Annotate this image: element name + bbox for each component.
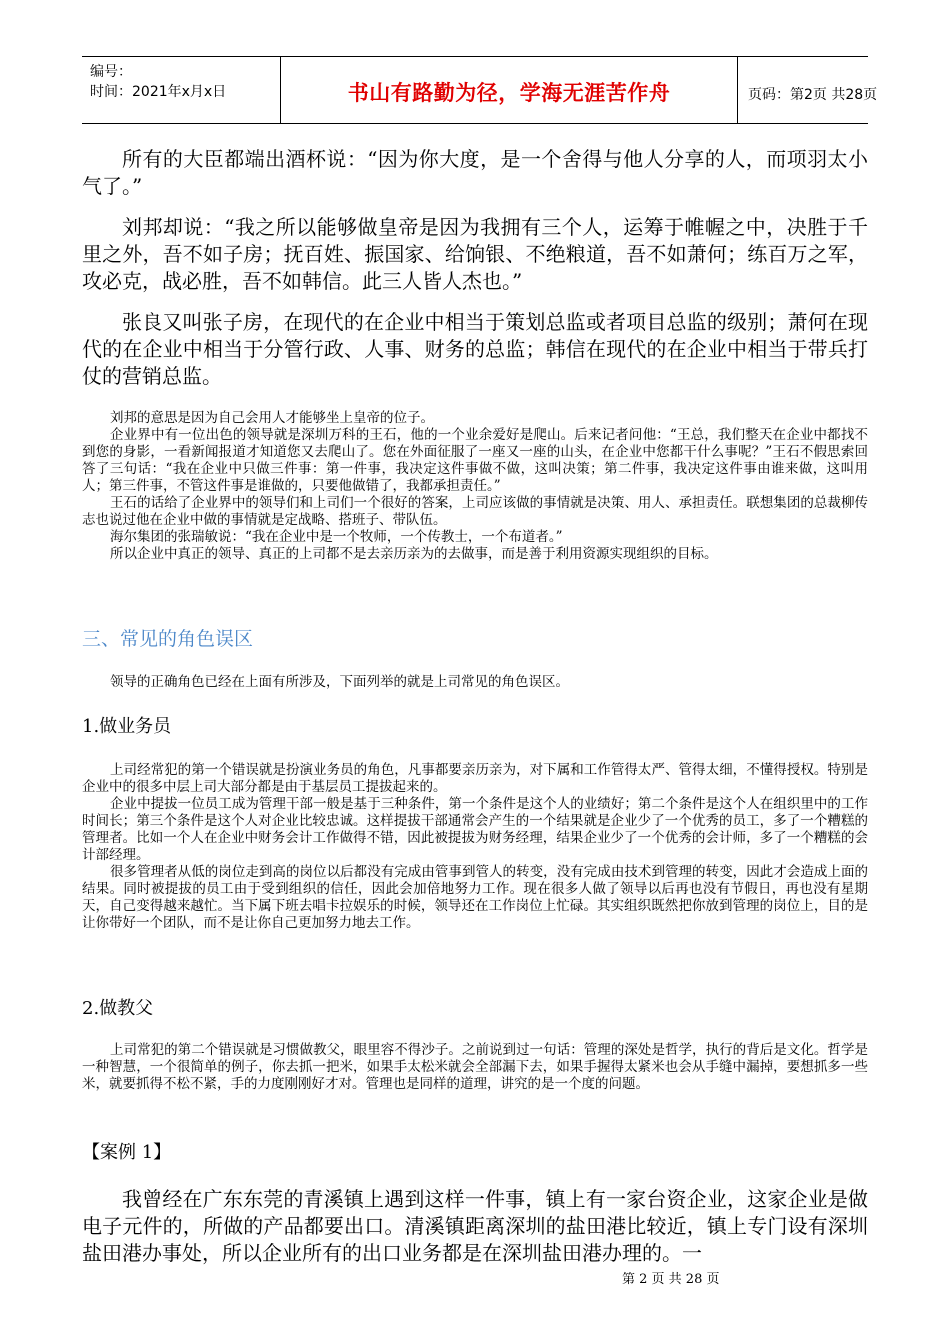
subsection-heading-1: 1.做业务员 bbox=[82, 716, 172, 737]
body-block-a bbox=[82, 146, 868, 390]
header-page-cell bbox=[738, 57, 878, 123]
date-label: 时间：2021年x月x日 bbox=[90, 84, 227, 100]
paragraph: 我曾经在广东东莞的青溪镇上遇到这样一件事，镇上有一家台资企业，这家企业是做电子元件的，所做的产品都要出口。清溪镇距离深圳的盐田港比较近，镇上专门设有深圳盐田港办事处，所以企业所有的出口业务都是在深圳盐田港办理的。一 bbox=[82, 1187, 868, 1265]
header-motto: 书山有路勤为径，学海无涯苦作舟 bbox=[347, 81, 671, 105]
section-heading: 三、常见的角色误区 bbox=[82, 628, 254, 650]
paragraph: 很多管理者从低的岗位走到高的岗位以后都没有完成由管事到管人的转变，没有完成由技术到管理的转变，因此才会造成上面的结果。同时被提拔的员工由于受到组织的信任，因此会加倍地努力工作。现在很多人做了领导以后再也没有节假日，再也没有星期天，自己变得越来越忙。当下属下班去唱卡拉娱乐的时候，领导还在工作岗位上忙碌。其实组织既然把你放到管理的岗位上，目的是让你带好一个团队，而不是让你自己更加努力地去工作。 bbox=[82, 864, 868, 931]
paragraph: 企业界中有一位出色的领导就是深圳万科的王石，他的一个业余爱好是爬山。后来记者问他：“王总，我们整天在企业中都找不到您的身影，一看新闻报道才知道您又去爬山了。您在外面征服了一座又一座的山头，在企业中您都干什么事呢？”王石不假思索回答了三句话：“我在企业中只做三件事：第一件事，我决定这件事做不做，这叫决策；第二件事，我决定这件事由谁来做，这叫用人；第三件事，不管这件事是谁做的，只要他做错了，我都承担责任。” bbox=[82, 427, 868, 494]
paragraph: 领导的正确角色已经在上面有所涉及，下面列举的就是上司常见的角色误区。 bbox=[110, 674, 569, 690]
body-block-b bbox=[82, 410, 868, 563]
header-motto-cell bbox=[280, 57, 738, 123]
paragraph: 企业中提拔一位员工成为管理干部一般是基于三种条件，第一个条件是这个人的业绩好；第二个条件是这个人在组织里中的工作时间长；第三个条件是这个人对企业比较忠诚。这样提拔干部通常会产生的一个结果就是企业少了一个优秀的员工，多了一个糟糕的管理者。比如一个人在企业中财务会计工作做得不错，因此被提拔为财务经理，结果企业少了一个优秀的会计师，多了一个糟糕的会计部经理。 bbox=[82, 796, 868, 863]
page-footer: 第 2 页 共 28 页 bbox=[622, 1272, 720, 1287]
subsection-1-body bbox=[82, 762, 868, 932]
paragraph: 所以企业中真正的领导、真正的上司都不是去亲历亲为的去做事，而是善于利用资源实现组织的目标。 bbox=[110, 546, 718, 562]
section-intro bbox=[82, 674, 868, 691]
subsection-heading-2: 2.做教父 bbox=[82, 998, 154, 1019]
paragraph: 上司经常犯的第一个错误就是扮演业务员的角色，凡事都要亲历亲为，对下属和工作管得太严、管得太细，不懂得授权。特别是企业中的很多中层上司大部分都是由于基层员工提拔起来的。 bbox=[82, 762, 868, 795]
paragraph: 海尔集团的张瑞敏说：“我在企业中是一个牧师，一个传教士，一个布道者。” bbox=[110, 529, 563, 545]
case-heading: 【案例 1】 bbox=[82, 1142, 172, 1163]
page-header bbox=[82, 56, 878, 124]
subsection-2-body bbox=[82, 1042, 868, 1093]
header-page-info: 页码：第2页 共28页 bbox=[748, 87, 878, 103]
header-meta-cell bbox=[82, 57, 280, 123]
paragraph: 刘邦却说：“我之所以能够做皇帝是因为我拥有三个人，运筹于帷幄之中，决胜于千里之外，吾不如子房；抚百姓、振国家、给饷银、不绝粮道，吾不如萧何；练百万之军，攻必克，战必胜，吾不如韩信。此三人皆人杰也。” bbox=[82, 215, 868, 293]
paragraph: 上司常犯的第二个错误就是习惯做教父，眼里容不得沙子。之前说到过一句话：管理的深处是哲学，执行的背后是文化。哲学是一种智慧，一个很简单的例子，你去抓一把米，如果手太松米就会全部漏下去，如果手握得太紧米也会从手缝中漏掉，要想抓多一些米，就要抓得不松不紧，手的力度刚刚好才对。管理也是同样的道理，讲究的是一个度的问题。 bbox=[82, 1042, 868, 1092]
paragraph: 刘邦的意思是因为自己会用人才能够坐上皇帝的位子。 bbox=[110, 410, 434, 426]
paragraph: 王石的话给了企业界中的领导们和上司们一个很好的答案，上司应该做的事情就是决策、用人、承担责任。联想集团的总裁柳传志也说过他在企业中做的事情就是定战略、搭班子、带队伍。 bbox=[82, 495, 868, 528]
paragraph: 张良又叫张子房，在现代的在企业中相当于策划总监或者项目总监的级别；萧何在现代的在企业中相当于分管行政、人事、财务的总监；韩信在现代的在企业中相当于带兵打仗的营销总监。 bbox=[82, 310, 868, 388]
number-label: 编号： bbox=[90, 64, 132, 80]
paragraph: 所有的大臣都端出酒杯说：“因为你大度，是一个舍得与他人分享的人，而项羽太小气了。” bbox=[82, 147, 868, 198]
case-body bbox=[82, 1186, 868, 1267]
